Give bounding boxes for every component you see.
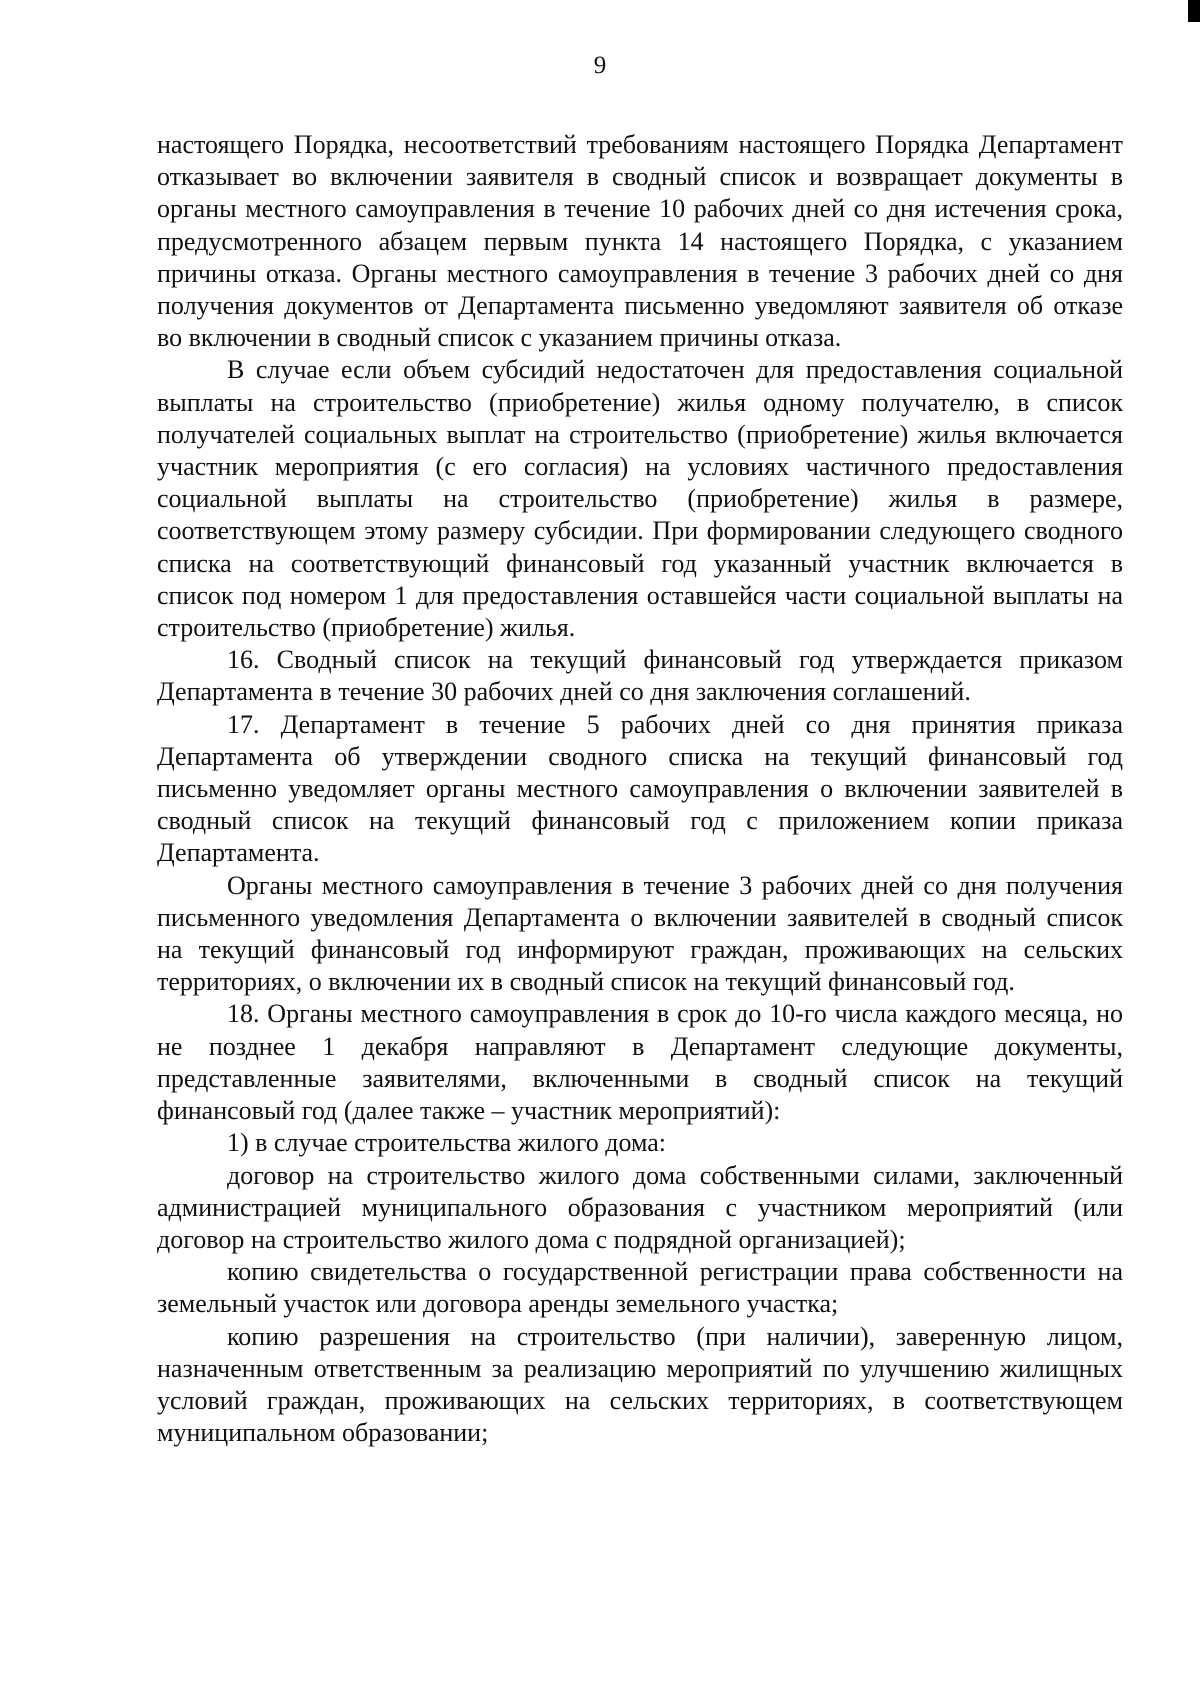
scan-corner-mark [1188, 0, 1200, 22]
list-item-land-certificate: копию свидетельства о государственной регистрации права собственности на земельный участок или договора аренды земельного участка; [157, 1257, 1123, 1319]
document-body [157, 129, 1123, 1449]
paragraph-17: 17. Департамент в течение 5 рабочих дней со дня принятия приказа Департамента об утверждении сводного списка на текущий финансовый год письменно уведомляет органы местного самоуправления о включении заявителей в сводный список на текущий финансовый год с приложением копии приказа Департамента. [157, 709, 1123, 868]
paragraph-16: 16. Сводный список на текущий финансовый год утверждается приказом Департамента в течение 30 рабочих дней со дня заключения соглашений. [157, 645, 1123, 707]
paragraph-continuation: настоящего Порядка, несоответствий требованиям настоящего Порядка Департамент отказывает во включении заявителя в сводный список и возвращает документы в органы местного самоуправления в течение 10 рабочих дней со дня истечения срока, предусмотренного абзацем первым пункта 14 настоящего Порядка, с указанием причины отказа. Органы местного самоуправления в течение 3 рабочих дней со дня получения документов от Департамента письменно уведомляют заявителя об отказе во включении в сводный список с указанием причины отказа. [157, 130, 1123, 353]
paragraph-18: 18. Органы местного самоуправления в срок до 10-го числа каждого месяца, но не позднее 1 декабря направляют в Департамент следующие документы, представленные заявителями, включенными в сводный список на текущий финансовый год (далее также – участник мероприятий): [157, 999, 1123, 1126]
paragraph-17-notification: Органы местного самоуправления в течение 3 рабочих дней со дня получения письменного уведомления Департамента о включении заявителей в сводный список на текущий финансовый год информируют граждан, проживающих на сельских территориях, о включении их в сводный список на текущий финансовый год. [157, 870, 1123, 997]
list-item-building-permit: копию разрешения на строительство (при наличии), заверенную лицом, назначенным ответственным за реализацию мероприятий по улучшению жилищных условий граждан, проживающих на сельских территориях, в соответствующем муниципальном образовании; [157, 1321, 1123, 1448]
paragraph-subsidy-shortfall: В случае если объем субсидий недостаточен для предоставления социальной выплаты на строительство (приобретение) жилья одному получателю, в список получателей социальных выплат на строительство (приобретение) жилья включается участник мероприятия (с его согласия) на условиях частичного предоставления социальной выплаты на строительство (приобретение) жилья в размере, соответствующем этому размеру субсидии. При формировании следующего сводного списка на соответствующий финансовый год указанный участник включается в список под номером 1 для предоставления оставшейся части социальной выплаты на строительство (приобретение) жилья. [157, 355, 1123, 643]
page-number: 9 [593, 52, 607, 79]
list-item-1: 1) в случае строительства жилого дома: [227, 1128, 666, 1158]
list-item-construction-contract: договор на строительство жилого дома собственными силами, заключенный администрацией муниципального образования с участником мероприятий (или договор на строительство жилого дома с подрядной организацией); [157, 1160, 1123, 1254]
